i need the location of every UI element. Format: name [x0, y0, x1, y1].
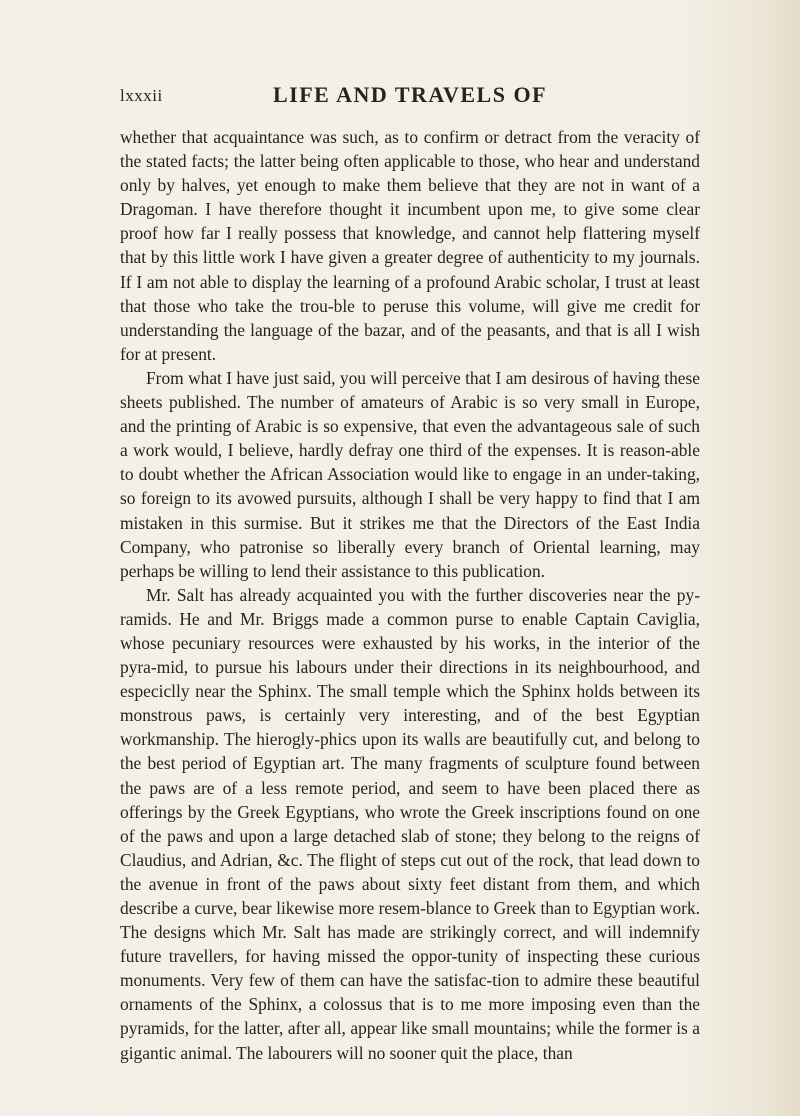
- body-text: [120, 125, 700, 1065]
- running-title: LIFE AND TRAVELS OF: [272, 82, 548, 107]
- page-number: lxxxii: [120, 86, 163, 105]
- paragraph: From what I have just said, you will perceive that I am desirous of having these sheets published. The number of amateurs of Arabic is so very small in Europe, and the printing of Arabic is so expensive, that even the advantageous sale of such a work would, I believe, hardly defray one third of the expenses. It is reason-able to doubt whether the African Association would like to engage in an under-taking, so foreign to its avowed pursuits, although I shall be very happy to find that I am mistaken in this surmise. But it strikes me that the Directors of the East India Company, who patronise so liberally every branch of Oriental learning, may perhaps be willing to lend their assistance to this publication.: [120, 367, 700, 581]
- paragraph: Mr. Salt has already acquainted you with the further discoveries near the py-ramids. He and Mr. Briggs made a common purse to enable Captain Caviglia, whose pecuniary resources were exhausted by his works, in the interior of the pyra-mid, to pursue his labours under their directions in its neighbourhood, and especiclly near the Sphinx. The small temple which the Sphinx holds between its monstrous paws, is certainly very interesting, and of the best Egyptian workmanship. The hierogly-phics upon its walls are beautifully cut, and belong to the best period of Egyptian art. The many fragments of sculpture found between the paws are of a less remote period, and seem to have been placed there as offerings by the Greek Egyptians, who wrote the Greek inscriptions found on one of the paws and upon a large detached slab of stone; they belong to the reigns of Claudius, and Adrian, &c. The flight of steps cut out of the rock, that lead down to the avenue in front of the paws about sixty feet distant from them, and which describe a curve, bear likewise more resem-blance to Greek than to Egyptian work. The designs which Mr. Salt has made are strikingly correct, and will indemnify future travellers, for having missed the oppor-tunity of inspecting these curious monuments. Very few of them can have the satisfac-tion to admire these beautiful ornaments of the Sphinx, a colossus that is to me more imposing even than the pyramids, for the latter, after all, appear like small mountains; while the former is a gigantic animal. The labourers will no sooner quit the place, than: [120, 584, 700, 1063]
- page-header: [120, 82, 700, 114]
- paragraph-continued: whether that acquaintance was such, as to confirm or detract from the veracity of the stated facts; the latter being often applicable to those, who hear and understand only by halves, yet enough to make them believe that they are not in want of a Dragoman. I have therefore thought it incumbent upon me, to give some clear proof how far I really possess that knowledge, and cannot help flattering myself that by this little work I have given a greater degree of authenticity to my journals. If I am not able to display the learning of a profound Arabic scholar, I trust at least that those who take the trou-ble to peruse this volume, will give me credit for understanding the language of the bazar, and of the peasants, and that is all I wish for at present.: [120, 127, 700, 364]
